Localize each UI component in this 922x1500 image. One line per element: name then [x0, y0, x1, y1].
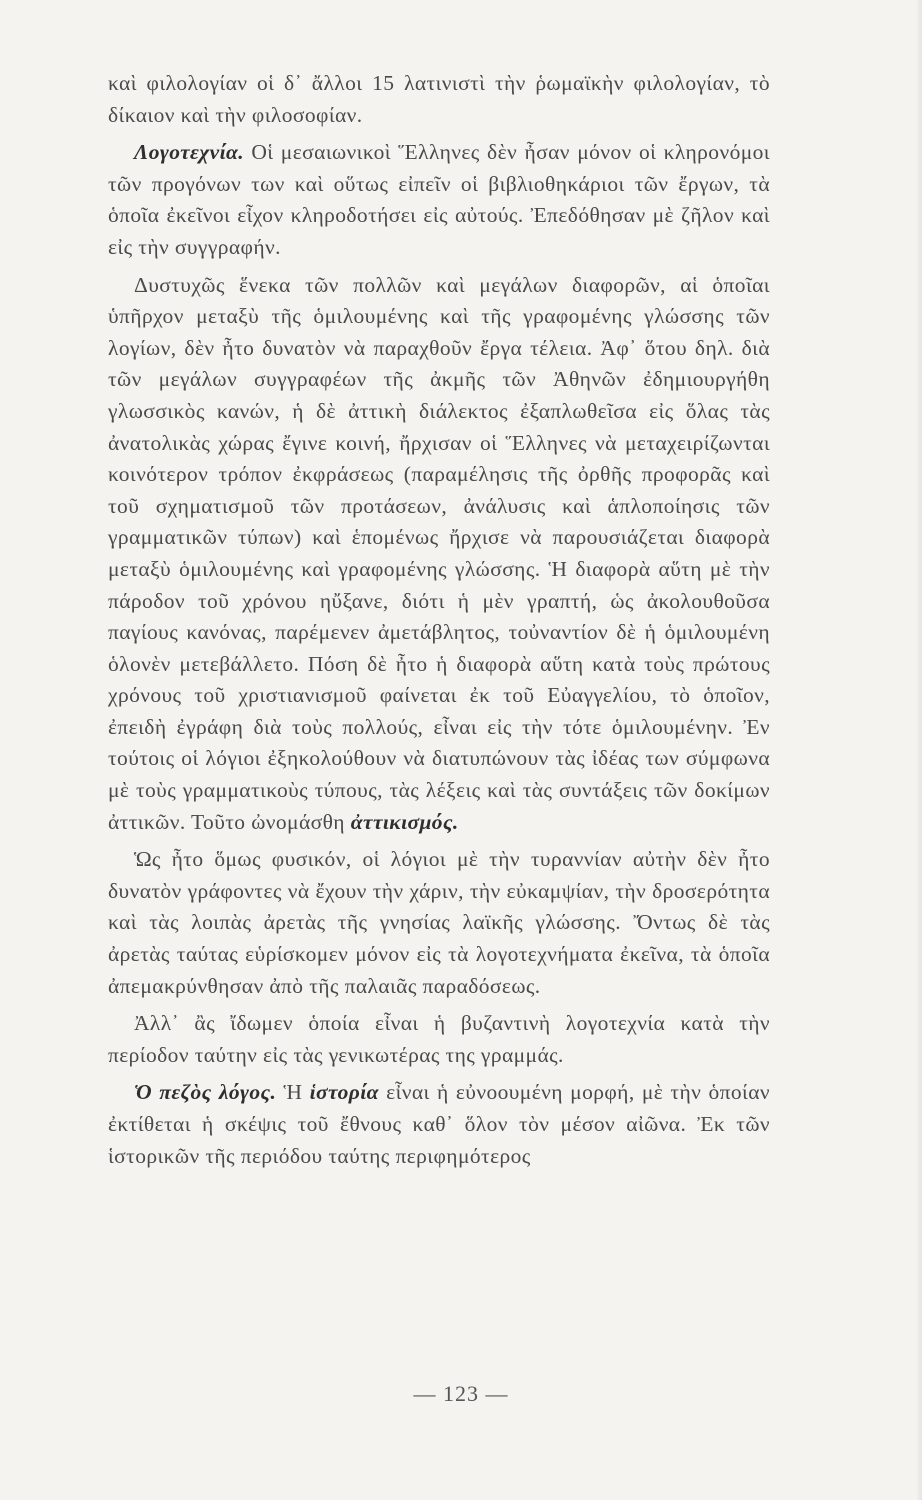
text-run: εἶναι ἡ εὐνοουμένη μορφή, μὲ τὴν ὁποίαν ἐκτίθεται ἡ σκέψις τοῦ ἔθνους καθ᾽ ὅλον τὸν μέσον αἰῶνα. Ἐκ τῶν ἱστορικῶν τῆς περιόδου ταύτης περιφημότερος [108, 1080, 771, 1168]
text-run: καὶ φιλολογίαν οἱ δ᾽ ἄλλοι 15 λατινιστὶ τὴν ῥωμαϊκὴν φιλολογίαν, τὸ δίκαιον καὶ τὴν φιλοσοφίαν. [108, 71, 770, 127]
body-text [108, 68, 770, 1178]
text-run: Ὡς ἦτο ὅμως φυσικόν, οἱ λόγιοι μὲ τὴν τυραννίαν αὐτὴν δὲν ἦτο δυνατὸν γράφοντες νὰ ἔχουν τὴν χάριν, τὴν εὐκαμψίαν, τὴν δροσερότητα καὶ τὰς λοιπὰς ἀρετὰς τῆς γνησίας λαϊκῆς γλώσσης. Ὄντως δὲ τὰς ἀρετὰς ταύτας εὑρίσκομεν μόνον εἰς τὰ λογοτεχνήματα ἐκεῖνα, τὰ ὁποῖα ἀπεμακρύνθησαν ἀπὸ τῆς παλαιᾶς παραδόσεως. [108, 847, 770, 998]
paragraph [108, 270, 770, 839]
text-run: Ἡ [276, 1080, 310, 1105]
paragraph [108, 137, 770, 263]
text-run: Ἀλλ᾽ ἂς ἴδωμεν ὁποία εἶναι ἡ βυζαντινὴ λογοτεχνία κατὰ τὴν περίοδον ταύτην εἰς τὰς γενικωτέρας της γραμμάς. [108, 1011, 770, 1067]
section-heading: Λογοτεχνία. [134, 140, 245, 165]
emphasized-term: ἀττικισμός. [350, 809, 459, 834]
page-edge-shadow [916, 0, 922, 1500]
paragraph [108, 1008, 770, 1071]
text-run: Οἱ μεσαιωνικοὶ Ἕλληνες δὲν ἦσαν μόνον οἱ κληρονόμοι τῶν προγόνων των καὶ οὕτως εἰπεῖν οἱ βιβλιοθηκάριοι τῶν ἔργων, τὰ ὁποῖα ἐκεῖνοι εἶχον κληροδοτήσει εἰς αὐτούς. Ἐπεδόθησαν μὲ ζῆλον καὶ εἰς τὴν συγγραφήν. [108, 140, 770, 259]
section-heading: Ὁ πεζὸς λόγος. [134, 1080, 277, 1105]
paragraph [108, 68, 770, 131]
paragraph [108, 844, 770, 1002]
paragraph [108, 1077, 770, 1172]
page-number: — 123 — [413, 1381, 509, 1406]
emphasized-term: ἱστορία [309, 1080, 379, 1105]
text-run: Δυστυχῶς ἕνεκα τῶν πολλῶν καὶ μεγάλων διαφορῶν, αἱ ὁποῖαι ὑπῆρχον μεταξὺ τῆς ὁμιλουμένης καὶ τῆς γραφομένης γλώσσης τῶν λογίων, δὲν ἦτο δυνατὸν νὰ παραχθοῦν ἔργα τέλεια. Ἀφ᾽ ὅτου δηλ. διὰ τῶν μεγάλων συγγραφέων τῆς ἀκμῆς τῶν Ἀθηνῶν ἐδημιουργήθη γλωσσικὸς κανών, ἡ δὲ ἀττικὴ διάλεκτος ἐξαπλωθεῖσα εἰς ὅλας τὰς ἀνατολικὰς χώρας ἔγινε κοινή, ἤρχισαν οἱ Ἕλληνες νὰ μεταχειρίζωνται κοινότερον τρόπον ἐκφράσεως (παραμέλησις τῆς ὀρθῆς προφορᾶς καὶ τοῦ σχηματισμοῦ τῶν προτάσεων, ἀνάλυσις καὶ ἁπλοποίησις τῶν γραμματικῶν τύπων) καὶ ἑπομένως ἤρχισε νὰ παρουσιάζεται διαφορὰ μεταξὺ ὁμιλουμένης καὶ γραφομένης γλώσσης. Ἡ διαφορὰ αὕτη μὲ τὴν πάροδον τοῦ χρόνου ηὔξανε, διότι ἡ μὲν γραπτή, ὡς ἀκολουθοῦσα παγίους κανόνας, παρέμενεν ἀμετάβλητος, τοὐναντίον δὲ ἡ ὁμιλουμένη ὁλονὲν μετεβάλλετο. Πόση δὲ ἦτο ἡ διαφορὰ αὕτη κατὰ τοὺς πρώτους χρόνους τοῦ χριστιανισμοῦ φαίνεται ἐκ τοῦ Εὐαγγελίου, τὸ ὁποῖον, ἐπειδὴ ἐγράφη διὰ τοὺς πολλούς, εἶναι εἰς τὴν τότε ὁμιλουμένην. Ἐν τούτοις οἱ λόγιοι ἐξηκολούθουν νὰ διατυπώνουν τὰς ἰδέας των σύμφωνα μὲ τοὺς γραμματικοὺς τύπους, τὰς λέξεις καὶ τὰς συντάξεις τῶν δοκίμων ἀττικῶν. Τοῦτο ὠνομάσθη [108, 272, 770, 834]
